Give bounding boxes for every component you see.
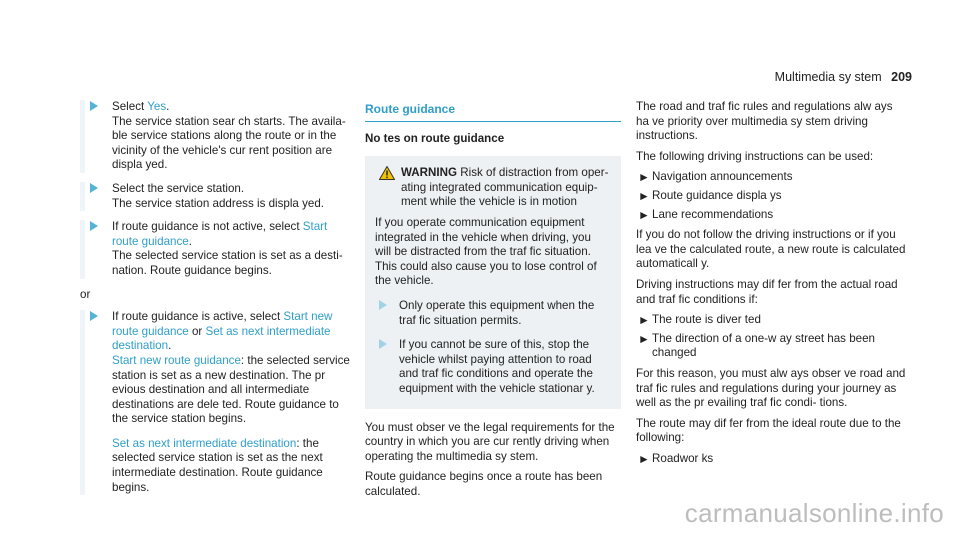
step-instruction: Select Yes. bbox=[112, 100, 170, 113]
menu-option-start-new-route-guidance: Start new route guidance bbox=[112, 310, 333, 338]
bullet-icon: ► bbox=[638, 188, 650, 203]
menu-option-start-route-guidance: Start route guidance bbox=[112, 220, 328, 248]
step-result: The selected service station is set as a desti- nation. Route guidance begins. bbox=[112, 249, 343, 277]
column-left bbox=[80, 100, 352, 504]
warning-body: If you operate communication equipment integrated in the vehicle when driving, you will be distracted from the traf fic situation. This could also cause you to lose control of the vehicle. bbox=[375, 215, 597, 288]
warning-step-2: If you cannot be sure of this, stop the vehicle whilst paying attention to road and traf fic conditions and operate the equipment with the vehicle stationar y. bbox=[375, 338, 609, 396]
step-route-guidance-active bbox=[80, 310, 352, 495]
step-select-service-station bbox=[80, 182, 352, 211]
column-right bbox=[636, 100, 906, 472]
warning-triangle-icon bbox=[379, 166, 395, 180]
option-description-new-route: Start new route guidance: the selected service station is set as a new destination. The pr evious destination and all intermediate destinations are dele ted. Route guidance to the service station begins. bbox=[112, 353, 350, 426]
warning-word: WARNING bbox=[401, 166, 458, 180]
step-result: The service station address is displa yed. bbox=[112, 196, 325, 210]
step-result: The service station sear ch starts. The availa- ble service stations along the route or in the vicinity of the vehicle's cur rent position are displa yed. bbox=[112, 114, 346, 172]
paragraph-differ-intro: Driving instructions may dif fer from the actual road and traf fic conditions if: bbox=[636, 277, 898, 306]
list-item: ► Route guidance displa ys bbox=[638, 188, 782, 203]
bullet-icon: ► bbox=[638, 207, 650, 222]
step-instruction: Select the service station. bbox=[112, 181, 245, 195]
ideal-route-list bbox=[636, 452, 906, 467]
bullet-icon: ► bbox=[638, 451, 650, 466]
option-description-intermediate: Set as next intermediate destination: the selected service station is set as the next intermediate destination. Route guidance begins. bbox=[112, 436, 323, 494]
paragraph-observe-rules: For this reason, you must alw ays obser ve road and traf fic rules and regulations during your journey as well as the pr evailing traf fic condi- tions. bbox=[636, 366, 906, 410]
paragraph-legal: You must obser ve the legal requirements for the country in which you are cur rently driving when operating the multimedia sy stem. bbox=[365, 420, 615, 463]
section-name: Multimedia sy stem bbox=[774, 70, 882, 84]
step-arrow-icon bbox=[90, 183, 98, 193]
step-instruction: If route guidance is active, select Start new route guidance or Set as next intermediate destination. bbox=[112, 310, 333, 353]
conditions-list bbox=[636, 313, 906, 361]
list-item: ► The route is diver ted bbox=[638, 313, 761, 328]
warning-heading bbox=[375, 166, 609, 210]
paragraph-ideal-route: The route may dif fer from the ideal route due to the following: bbox=[636, 416, 901, 445]
paragraph-route-begins: Route guidance begins once a route has been calculated. bbox=[365, 470, 603, 498]
instructions-list bbox=[636, 170, 906, 222]
list-item: ► The direction of a one-w ay street has been changed bbox=[638, 331, 875, 360]
warning-headline: Risk of distraction from oper- ating integrated communication equip- ment while the vehicle is in motion bbox=[401, 166, 609, 209]
step-arrow-icon bbox=[379, 300, 387, 310]
step-select-yes bbox=[80, 100, 352, 173]
list-item: ► Roadwor ks bbox=[638, 451, 714, 466]
page-number: 209 bbox=[891, 70, 912, 84]
page-header bbox=[775, 70, 912, 85]
list-item: ► Lane recommendations bbox=[638, 207, 774, 222]
menu-option-yes: Yes bbox=[147, 100, 167, 113]
list-item: ► Navigation announcements bbox=[638, 170, 793, 185]
warning-box bbox=[365, 156, 621, 408]
paragraph-priority: The road and traf fic rules and regulations alw ays ha ve priority over multimedia sy stem driving instructions. bbox=[636, 100, 893, 143]
column-middle bbox=[365, 102, 621, 505]
warning-step-1: Only operate this equipment when the traf fic situation permits. bbox=[375, 299, 609, 328]
bullet-icon: ► bbox=[638, 313, 650, 328]
section-title: Route guidance bbox=[365, 102, 621, 122]
watermark: carmanualsonline.info bbox=[684, 498, 944, 529]
or-separator: or bbox=[80, 287, 91, 301]
bullet-icon: ► bbox=[638, 331, 650, 346]
step-start-route-guidance bbox=[80, 220, 352, 278]
step-arrow-icon bbox=[379, 339, 387, 349]
step-arrow-icon bbox=[90, 101, 98, 111]
paragraph-recalculate: If you do not follow the driving instructions or if you lea ve the calculated route, a new route is calculated automaticall y. bbox=[636, 228, 906, 271]
subsection-title: No tes on route guidance bbox=[365, 131, 505, 145]
paragraph-instructions-intro: The following driving instructions can be used: bbox=[636, 149, 874, 163]
menu-option-set-next-intermediate: Set as next intermediate destination bbox=[112, 324, 331, 353]
step-arrow-icon bbox=[90, 221, 98, 231]
step-instruction: If route guidance is not active, select Start route guidance. bbox=[112, 220, 328, 248]
bullet-icon: ► bbox=[638, 170, 650, 185]
step-arrow-icon bbox=[90, 311, 98, 321]
